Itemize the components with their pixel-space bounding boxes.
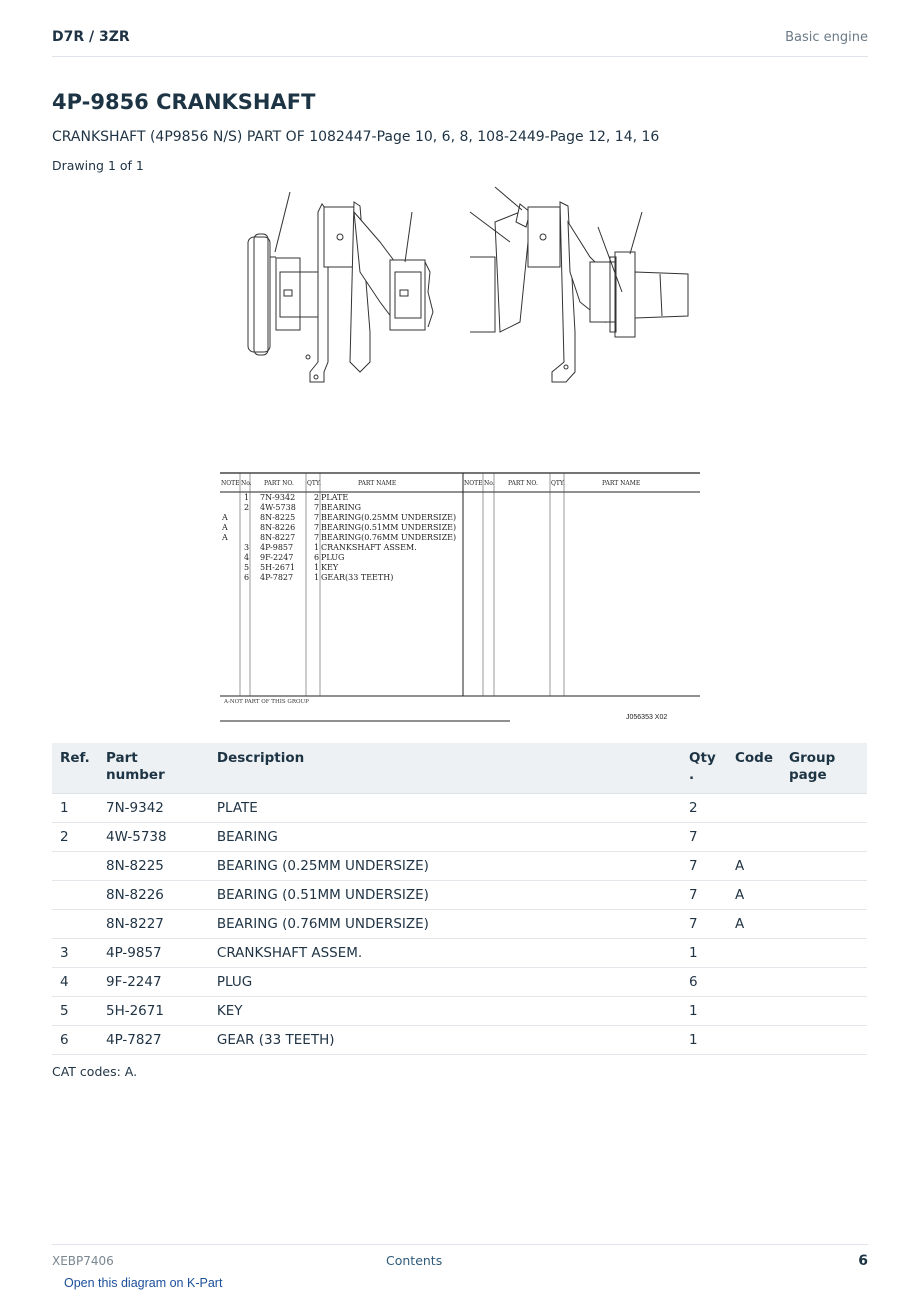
svg-text:2: 2 [244, 503, 250, 512]
svg-text:8N-8227: 8N-8227 [260, 533, 296, 542]
svg-text:7N-9342: 7N-9342 [260, 493, 296, 502]
cell-code: A [727, 852, 781, 881]
col-part-number: Part number [98, 743, 209, 794]
table-row [52, 852, 867, 881]
cell-group-page [781, 823, 867, 852]
svg-text:A: A [222, 533, 228, 542]
cell-description: PLUG [209, 968, 681, 997]
cell-description: BEARING [209, 823, 681, 852]
cell-ref: 5 [52, 997, 98, 1026]
crankshaft-drawing [230, 182, 700, 397]
cat-codes-note: CAT codes: A. [52, 1064, 138, 1079]
cell-description: BEARING (0.76MM UNDERSIZE) [209, 910, 681, 939]
col-code: Code [727, 743, 781, 794]
parts-table [52, 743, 867, 1055]
scan-col-qty-2: QTY. [551, 480, 566, 487]
scan-col-qty: QTY. [307, 480, 322, 487]
page-title: 4P-9856 CRANKSHAFT [52, 90, 316, 114]
drawing-count: Drawing 1 of 1 [52, 158, 144, 173]
svg-text:4: 4 [244, 553, 250, 562]
open-diagram-link[interactable]: Open this diagram on K-Part [64, 1276, 223, 1290]
cell-description: KEY [209, 997, 681, 1026]
svg-text:7: 7 [314, 523, 320, 532]
cell-code [727, 968, 781, 997]
svg-text:9F-2247: 9F-2247 [260, 553, 294, 562]
table-row [52, 939, 867, 968]
cell-part-number: 8N-8225 [98, 852, 209, 881]
cell-code: A [727, 910, 781, 939]
scan-col-name: PART NAME [358, 480, 397, 487]
table-row [52, 968, 867, 997]
cell-code: A [727, 881, 781, 910]
table-row [52, 997, 867, 1026]
cell-ref [52, 910, 98, 939]
cell-group-page [781, 794, 867, 823]
cell-group-page [781, 968, 867, 997]
cell-part-number: 7N-9342 [98, 794, 209, 823]
table-row [52, 823, 867, 852]
scan-row [244, 563, 339, 572]
svg-text:6: 6 [314, 553, 320, 562]
scan-col-note: NOTE [221, 480, 240, 487]
cell-qty: 1 [681, 939, 727, 968]
cell-part-number: 4P-9857 [98, 939, 209, 968]
cell-ref: 3 [52, 939, 98, 968]
cell-code [727, 997, 781, 1026]
svg-text:1: 1 [314, 573, 320, 582]
drawing-reference: J056353 X02 [626, 714, 668, 721]
scan-row [221, 533, 456, 542]
svg-text:8N-8225: 8N-8225 [260, 513, 296, 522]
svg-text:CRANKSHAFT ASSEM.: CRANKSHAFT ASSEM. [321, 543, 417, 552]
scan-row [244, 493, 348, 502]
cell-ref: 4 [52, 968, 98, 997]
svg-text:BEARING(0.25MM UNDERSIZE): BEARING(0.25MM UNDERSIZE) [321, 513, 457, 522]
cell-qty: 6 [681, 968, 727, 997]
contents-link[interactable]: Contents [386, 1253, 443, 1268]
section-label: Basic engine [785, 30, 868, 45]
svg-text:PLUG: PLUG [321, 553, 345, 562]
cell-qty: 7 [681, 823, 727, 852]
scan-col-part: PART NO. [264, 480, 294, 487]
svg-text:5H-2671: 5H-2671 [260, 563, 296, 572]
scan-row [244, 553, 344, 562]
crankshaft-right-view [470, 187, 688, 382]
cell-part-number: 9F-2247 [98, 968, 209, 997]
scan-col-no: No. [241, 480, 252, 487]
table-row [52, 881, 867, 910]
page-footer [52, 1244, 868, 1275]
col-group-page: Group page [781, 743, 867, 794]
scan-col-note-2: NOTE [464, 480, 483, 487]
col-qty: Qty . [681, 743, 727, 794]
cell-group-page [781, 852, 867, 881]
cell-ref: 6 [52, 1026, 98, 1055]
crankshaft-left-view [248, 192, 433, 382]
cell-qty: 1 [681, 997, 727, 1026]
scan-row [244, 543, 417, 552]
svg-text:1: 1 [314, 563, 320, 572]
svg-text:7: 7 [314, 533, 320, 542]
svg-text:7: 7 [314, 503, 320, 512]
cell-code [727, 1026, 781, 1055]
cell-part-number: 8N-8226 [98, 881, 209, 910]
svg-text:BEARING: BEARING [321, 503, 362, 512]
scan-row [221, 523, 456, 532]
svg-text:1: 1 [314, 543, 320, 552]
cell-qty: 7 [681, 910, 727, 939]
svg-text:4W-5738: 4W-5738 [260, 503, 296, 512]
svg-text:PLATE: PLATE [321, 493, 349, 502]
scan-row [221, 513, 456, 522]
scan-footnote: A-NOT PART OF THIS GROUP [224, 699, 309, 705]
svg-text:4P-7827: 4P-7827 [260, 573, 294, 582]
scan-col-name-2: PART NAME [602, 480, 641, 487]
cell-group-page [781, 997, 867, 1026]
svg-text:GEAR(33 TEETH): GEAR(33 TEETH) [321, 573, 394, 582]
scan-row [244, 573, 393, 582]
cell-description: CRANKSHAFT ASSEM. [209, 939, 681, 968]
svg-text:7: 7 [314, 513, 320, 522]
cell-qty: 7 [681, 881, 727, 910]
cell-part-number: 5H-2671 [98, 997, 209, 1026]
cell-description: PLATE [209, 794, 681, 823]
cell-qty: 1 [681, 1026, 727, 1055]
cell-description: BEARING (0.25MM UNDERSIZE) [209, 852, 681, 881]
svg-text:BEARING(0.51MM UNDERSIZE): BEARING(0.51MM UNDERSIZE) [321, 523, 457, 532]
cell-part-number: 4P-7827 [98, 1026, 209, 1055]
cell-description: BEARING (0.51MM UNDERSIZE) [209, 881, 681, 910]
cell-description: GEAR (33 TEETH) [209, 1026, 681, 1055]
scan-col-part-2: PART NO. [508, 480, 538, 487]
table-row [52, 794, 867, 823]
table-row [52, 910, 867, 939]
svg-text:KEY: KEY [321, 563, 339, 572]
svg-text:6: 6 [244, 573, 250, 582]
cell-code [727, 823, 781, 852]
cell-qty: 7 [681, 852, 727, 881]
page-number: 6 [858, 1253, 868, 1269]
col-description: Description [209, 743, 681, 794]
cell-part-number: 8N-8227 [98, 910, 209, 939]
document-id: XEBP7406 [52, 1254, 114, 1268]
svg-text:A: A [222, 513, 228, 522]
svg-text:4P-9857: 4P-9857 [260, 543, 294, 552]
cell-ref: 1 [52, 794, 98, 823]
cell-group-page [781, 910, 867, 939]
cell-group-page [781, 1026, 867, 1055]
cell-qty: 2 [681, 794, 727, 823]
scanned-parts-list [220, 470, 700, 725]
svg-text:BEARING(0.76MM UNDERSIZE): BEARING(0.76MM UNDERSIZE) [321, 533, 457, 542]
cell-ref [52, 852, 98, 881]
svg-text:2: 2 [314, 493, 320, 502]
model-label: D7R / 3ZR [52, 29, 130, 45]
cell-code [727, 939, 781, 968]
scan-col-no-2: No. [484, 480, 495, 487]
table-row [52, 1026, 867, 1055]
svg-text:A: A [222, 523, 228, 532]
svg-text:5: 5 [244, 563, 250, 572]
page-subtitle: CRANKSHAFT (4P9856 N/S) PART OF 1082447-Page 10, 6, 8, 108-2449-Page 12, 14, 16 [52, 129, 660, 145]
col-ref: Ref. [52, 743, 98, 794]
cell-group-page [781, 939, 867, 968]
scan-row [244, 503, 361, 512]
svg-text:8N-8226: 8N-8226 [260, 523, 296, 532]
cell-ref: 2 [52, 823, 98, 852]
parts-table-header [52, 743, 867, 794]
cell-group-page [781, 881, 867, 910]
svg-text:3: 3 [244, 543, 250, 552]
svg-text:1: 1 [244, 493, 250, 502]
page-header [52, 28, 868, 57]
cell-code [727, 794, 781, 823]
cell-ref [52, 881, 98, 910]
cell-part-number: 4W-5738 [98, 823, 209, 852]
